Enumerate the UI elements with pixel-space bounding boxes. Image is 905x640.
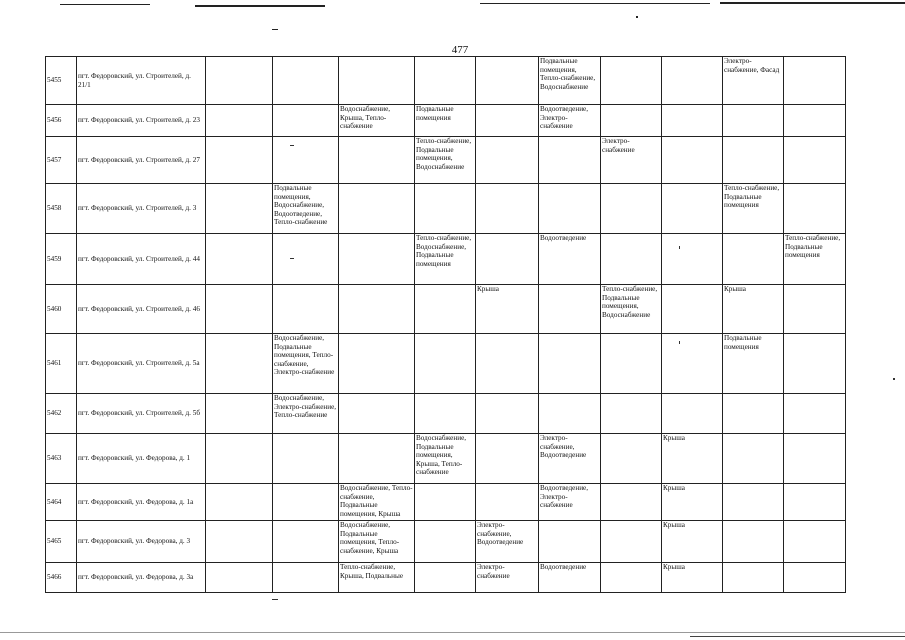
address-cell: пгт. Федоровский, ул. Строителей, д. 44: [77, 234, 206, 285]
work-type-cell: Водоотведение, Электро-снабжение: [539, 484, 601, 521]
work-type-cell: [662, 394, 723, 434]
work-type-cell: [273, 285, 339, 334]
work-type-cell: [723, 434, 784, 484]
work-type-cell: Электро-снабжение, Водоотведение: [539, 434, 601, 484]
work-type-cell: [476, 234, 539, 285]
work-type-cell: [415, 484, 476, 521]
table-row: [46, 105, 846, 137]
work-type-cell: [339, 334, 415, 394]
work-type-cell: [415, 285, 476, 334]
scan-line-top-left: [60, 4, 150, 5]
work-type-cell: [206, 184, 273, 234]
work-type-cell: Крыша: [662, 484, 723, 521]
table-body: [46, 57, 846, 593]
work-type-cell: [415, 394, 476, 434]
row-number: 5456: [46, 105, 77, 137]
work-type-cell: Тепло-снабжение, Крыша, Подвальные: [339, 563, 415, 593]
work-type-cell: Подвальные помещения, Водоснабжение, Водоотведение, Тепло-снабжение: [273, 184, 339, 234]
work-type-cell: [206, 137, 273, 184]
row-number: 5457: [46, 137, 77, 184]
work-type-cell: Водоотведение: [539, 563, 601, 593]
work-type-cell: [539, 394, 601, 434]
work-type-cell: [723, 563, 784, 593]
work-type-cell: [784, 137, 846, 184]
address-cell: пгт. Федоровский, ул. Строителей, д. 27: [77, 137, 206, 184]
row-number: 5459: [46, 234, 77, 285]
table-row: [46, 434, 846, 484]
work-type-cell: Тепло-снабжение, Подвальные помещения, Водоснабжение: [415, 137, 476, 184]
work-type-cell: [662, 184, 723, 234]
work-type-cell: [662, 105, 723, 137]
address-cell: пгт. Федоровский, ул. Федорова, д. 1: [77, 434, 206, 484]
table-row: [46, 563, 846, 593]
work-type-cell: [723, 234, 784, 285]
scan-line-top-far: [720, 2, 905, 4]
address-cell: пгт. Федоровский, ул. Строителей, д. 3: [77, 184, 206, 234]
table-row: [46, 394, 846, 434]
work-type-cell: Тепло-снабжение, Подвальные помещения: [723, 184, 784, 234]
work-type-cell: [539, 184, 601, 234]
work-type-cell: [339, 394, 415, 434]
address-cell: пгт. Федоровский, ул. Строителей, д. 5а: [77, 334, 206, 394]
work-type-cell: [339, 434, 415, 484]
address-cell: пгт. Федоровский, ул. Федорова, д. 1а: [77, 484, 206, 521]
work-type-cell: [476, 334, 539, 394]
work-type-cell: Тепло-снабжение, Подвальные помещения: [784, 234, 846, 285]
work-type-cell: [273, 484, 339, 521]
work-type-cell: [662, 285, 723, 334]
work-type-cell: [206, 394, 273, 434]
work-type-cell: [539, 285, 601, 334]
work-type-cell: [476, 57, 539, 105]
row-number: 5465: [46, 521, 77, 563]
table-row: [46, 484, 846, 521]
work-type-cell: Крыша: [662, 521, 723, 563]
table-row: [46, 57, 846, 105]
work-type-cell: [206, 521, 273, 563]
work-type-cell: [339, 137, 415, 184]
work-type-cell: [273, 137, 339, 184]
work-type-cell: [476, 184, 539, 234]
work-type-cell: [784, 334, 846, 394]
work-type-cell: [476, 394, 539, 434]
work-type-cell: [784, 484, 846, 521]
address-cell: пгт. Федоровский, ул. Строителей, д. 21/1: [77, 57, 206, 105]
address-cell: пгт. Федоровский, ул. Федорова, д. 3: [77, 521, 206, 563]
work-type-cell: Водоснабжение, Подвальные помещения, Крыша, Тепло-снабжение: [415, 434, 476, 484]
work-type-cell: [339, 184, 415, 234]
work-type-cell: [601, 334, 662, 394]
work-type-cell: [273, 57, 339, 105]
work-type-cell: Водоснабжение, Крыша, Тепло-снабжение: [339, 105, 415, 137]
work-type-cell: [601, 57, 662, 105]
stray-mark: [679, 341, 680, 344]
work-type-cell: Подвальные помещения: [415, 105, 476, 137]
row-number: 5455: [46, 57, 77, 105]
work-type-cell: [723, 105, 784, 137]
work-type-cell: [784, 285, 846, 334]
work-type-cell: [476, 137, 539, 184]
work-type-cell: Электро-снабжение: [476, 563, 539, 593]
row-number: 5461: [46, 334, 77, 394]
table-row: [46, 334, 846, 394]
work-type-cell: [601, 434, 662, 484]
work-type-cell: [723, 521, 784, 563]
scan-line-top-right: [480, 3, 710, 4]
stray-mark: [272, 599, 278, 600]
work-type-cell: Электро-снабжение: [601, 137, 662, 184]
work-type-cell: [601, 521, 662, 563]
work-type-cell: [273, 105, 339, 137]
work-type-cell: [206, 434, 273, 484]
work-type-cell: [206, 234, 273, 285]
work-type-cell: [723, 484, 784, 521]
work-type-cell: [273, 521, 339, 563]
scan-bottom-edge: [0, 632, 905, 633]
work-type-cell: [206, 334, 273, 394]
work-type-cell: [662, 57, 723, 105]
work-type-cell: [476, 434, 539, 484]
work-type-cell: Водоснабжение, Тепло-снабжение, Подвальные помещения, Крыша: [339, 484, 415, 521]
work-type-cell: Водоснабжение, Подвальные помещения, Тепло-снабжение, Электро-снабжение: [273, 334, 339, 394]
work-type-cell: [206, 105, 273, 137]
work-type-cell: [539, 137, 601, 184]
table-row: [46, 234, 846, 285]
work-type-cell: Подвальные помещения: [723, 334, 784, 394]
work-type-cell: Крыша: [723, 285, 784, 334]
work-type-cell: [273, 234, 339, 285]
work-type-cell: [601, 563, 662, 593]
work-type-cell: [415, 521, 476, 563]
table-row: [46, 285, 846, 334]
work-type-cell: [273, 563, 339, 593]
scan-line-top-mid: [195, 5, 325, 7]
work-type-cell: [601, 394, 662, 434]
work-type-cell: Подвальные помещения, Тепло-снабжение, Водоснабжение: [539, 57, 601, 105]
work-type-cell: Водоснабжение, Электро-снабжение, Тепло-снабжение: [273, 394, 339, 434]
work-type-cell: [415, 563, 476, 593]
work-type-cell: [476, 105, 539, 137]
scan-bottom-edge-dark: [690, 636, 905, 637]
work-type-cell: [784, 394, 846, 434]
work-type-cell: Тепло-снабжение, Водоснабжение, Подвальные помещения: [415, 234, 476, 285]
table-row: [46, 184, 846, 234]
work-type-cell: Электро-снабжение, Водоотведение: [476, 521, 539, 563]
work-type-cell: [206, 563, 273, 593]
work-type-cell: [601, 234, 662, 285]
work-type-cell: [662, 334, 723, 394]
stray-mark: [290, 145, 294, 146]
work-type-cell: [206, 285, 273, 334]
work-type-cell: [662, 234, 723, 285]
work-type-cell: [339, 234, 415, 285]
work-type-cell: [539, 521, 601, 563]
work-type-cell: [206, 484, 273, 521]
work-type-cell: [415, 184, 476, 234]
work-type-cell: [601, 105, 662, 137]
work-type-cell: [784, 184, 846, 234]
work-type-cell: Водоснабжение, Подвальные помещения, Тепло-снабжение, Крыша: [339, 521, 415, 563]
address-cell: пгт. Федоровский, ул. Федорова, д. 3а: [77, 563, 206, 593]
address-cell: пгт. Федоровский, ул. Строителей, д. 5б: [77, 394, 206, 434]
work-type-cell: [601, 484, 662, 521]
table-row: [46, 521, 846, 563]
work-type-cell: [784, 105, 846, 137]
work-type-cell: [723, 394, 784, 434]
work-type-cell: [476, 484, 539, 521]
work-type-cell: [539, 334, 601, 394]
stray-mark: [290, 258, 294, 259]
work-type-cell: [339, 57, 415, 105]
table-row: [46, 137, 846, 184]
work-type-cell: Крыша: [662, 434, 723, 484]
work-type-cell: [662, 137, 723, 184]
work-type-cell: Крыша: [476, 285, 539, 334]
scan-dot: [636, 16, 638, 18]
work-type-cell: [601, 184, 662, 234]
scan-dash: [272, 29, 278, 30]
work-type-cell: Водоотведение: [539, 234, 601, 285]
row-number: 5460: [46, 285, 77, 334]
row-number: 5466: [46, 563, 77, 593]
row-number: 5458: [46, 184, 77, 234]
work-type-cell: [784, 563, 846, 593]
work-type-cell: [415, 334, 476, 394]
address-cell: пгт. Федоровский, ул. Строителей, д. 46: [77, 285, 206, 334]
work-type-cell: [784, 521, 846, 563]
address-cell: пгт. Федоровский, ул. Строителей, д. 23: [77, 105, 206, 137]
work-type-cell: [784, 57, 846, 105]
row-number: 5464: [46, 484, 77, 521]
work-type-cell: [206, 57, 273, 105]
work-type-cell: Водоотведение, Электро-снабжение: [539, 105, 601, 137]
work-type-cell: Тепло-снабжение, Подвальные помещения, Водоснабжение: [601, 285, 662, 334]
work-type-cell: [415, 57, 476, 105]
work-type-cell: [339, 285, 415, 334]
work-type-cell: Электро-снабжение, Фасад: [723, 57, 784, 105]
work-type-cell: [723, 137, 784, 184]
work-type-cell: [784, 434, 846, 484]
page-number: 477: [451, 44, 469, 56]
stray-mark: [893, 378, 895, 380]
stray-mark: [679, 246, 680, 249]
row-number: 5463: [46, 434, 77, 484]
row-number: 5462: [46, 394, 77, 434]
work-type-cell: Крыша: [662, 563, 723, 593]
work-type-cell: [273, 434, 339, 484]
register-table: [45, 56, 846, 593]
